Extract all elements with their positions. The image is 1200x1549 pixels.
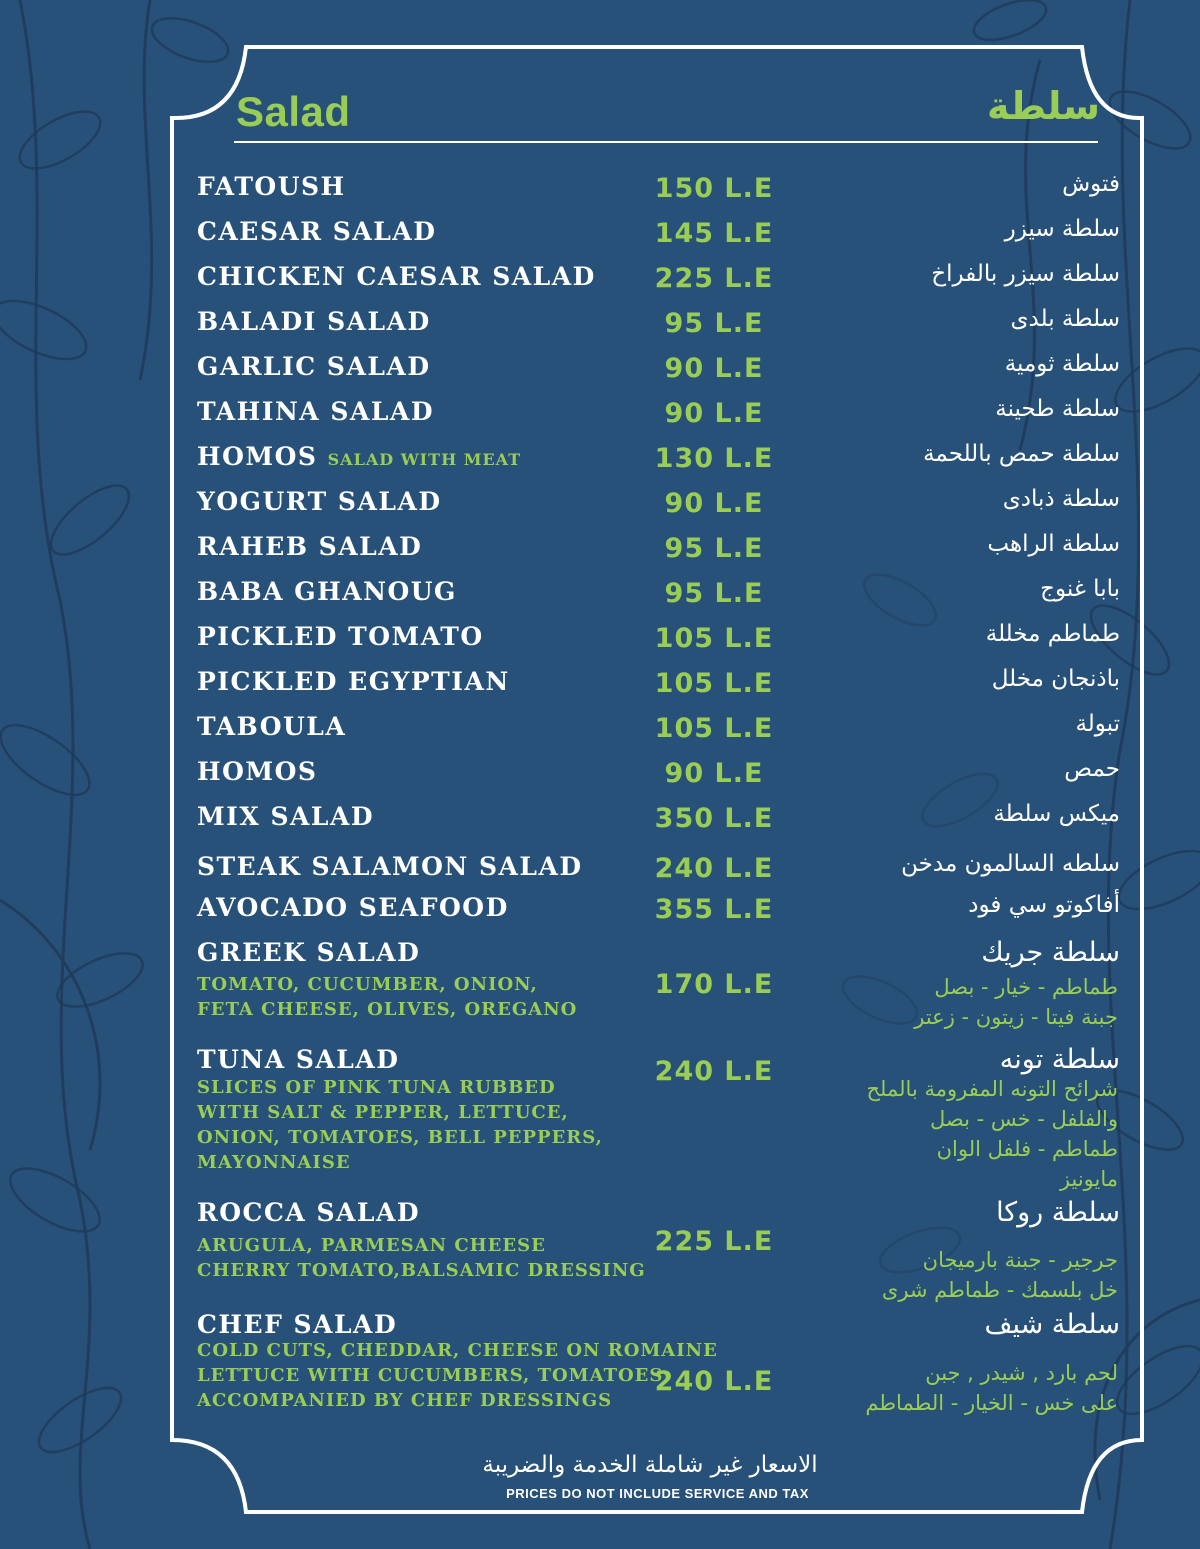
item-name-ar: سلطة تونه (999, 1044, 1120, 1075)
item-name-ar: سلطة جريك (981, 937, 1120, 968)
item-name-ar: سلطة سيزر بالفراخ (931, 261, 1120, 287)
description-line-en: LETTUCE WITH CUCUMBERS, TOMATOES (197, 1365, 664, 1386)
item-price: 90 L.E (664, 488, 764, 519)
item-price: 90 L.E (664, 398, 764, 429)
item-name-en: PICKLED TOMATO (197, 622, 484, 651)
item-name-en: CHEF SALAD (197, 1310, 398, 1339)
item-price: 240 L.E (654, 853, 774, 884)
item-price: 105 L.E (654, 713, 774, 744)
description-line-ar: طماطم - فلفل الوان (936, 1137, 1118, 1161)
item-name-ar: سلطة ثومية (1004, 351, 1120, 377)
item-name-en: PICKLED EGYPTIAN (197, 667, 510, 696)
description-line-ar: جرجير - جبنة بارميجان (922, 1248, 1118, 1272)
footer-note-en: PRICES DO NOT INCLUDE SERVICE AND TAX (506, 1486, 809, 1501)
page-title-ar: سلطة (987, 84, 1100, 128)
item-name-en: HOMOS SALAD WITH MEAT (197, 442, 522, 471)
description-line-en: WITH SALT & PEPPER, LETTUCE, (197, 1102, 569, 1123)
item-name-ar: بابا غنوج (1040, 576, 1120, 602)
item-name-en: TUNA SALAD (197, 1045, 400, 1074)
description-line-ar: مايونيز (1059, 1167, 1118, 1191)
description-line-ar: خل بلسمك - طماطم شرى (881, 1278, 1118, 1302)
item-price: 225 L.E (654, 263, 774, 294)
item-name-ar: فتوش (1062, 171, 1120, 197)
footer-note-ar: الاسعار غير شاملة الخدمة والضريبة (482, 1452, 818, 1478)
item-name-ar: ميكس سلطة (993, 801, 1120, 827)
description-line-en: CHERRY TOMATO,BALSAMIC DRESSING (197, 1260, 646, 1281)
item-price: 105 L.E (654, 623, 774, 654)
item-description-ar (867, 1074, 1119, 1194)
item-name-en: YOGURT SALAD (197, 487, 442, 516)
item-name-ar: سلطة سيزر (1004, 216, 1120, 242)
item-price: 130 L.E (654, 443, 774, 474)
item-description-en (197, 1075, 603, 1175)
item-description-en (197, 1338, 718, 1413)
item-name-ar: سلطة روكا (996, 1197, 1120, 1228)
item-price: 95 L.E (664, 533, 764, 564)
item-description-ar (914, 972, 1118, 1032)
item-price: 145 L.E (654, 218, 774, 249)
item-price: 240 L.E (654, 1366, 774, 1397)
item-name-en: STEAK SALAMON SALAD (197, 852, 583, 881)
title-divider (234, 141, 1098, 143)
item-name-ar: سلطة بلدى (1010, 306, 1120, 332)
item-name-en: CHICKEN CAESAR SALAD (197, 262, 596, 291)
item-price: 150 L.E (654, 173, 774, 204)
item-price: 90 L.E (664, 758, 764, 789)
item-name-ar: سلطة ذبادى (1002, 486, 1120, 512)
item-name-en: GARLIC SALAD (197, 352, 431, 381)
description-line-en: COLD CUTS, CHEDDAR, CHEESE ON ROMAINE (197, 1340, 718, 1361)
item-price: 240 L.E (654, 1056, 774, 1087)
item-name-en-sub: SALAD WITH MEAT (327, 450, 522, 469)
item-price: 105 L.E (654, 668, 774, 699)
description-line-en: ARUGULA, PARMESAN CHEESE (197, 1235, 546, 1256)
item-name-en: BABA GHANOUG (197, 577, 457, 606)
description-line-ar: شرائح التونه المفرومة بالملح (866, 1077, 1118, 1101)
item-name-ar: أفاكوتو سي فود (968, 892, 1120, 918)
item-name-ar: حمص (1064, 756, 1120, 782)
item-name-ar: طماطم مخللة (985, 621, 1120, 647)
item-description-en (197, 1233, 646, 1283)
item-price: 95 L.E (664, 308, 764, 339)
description-line-en: ACCOMPANIED BY CHEF DRESSINGS (197, 1390, 613, 1411)
item-name-ar: تبولة (1075, 711, 1120, 737)
description-line-ar: طماطم - خيار - بصل (934, 975, 1118, 999)
item-name-en: RAHEB SALAD (197, 532, 423, 561)
item-price: 350 L.E (654, 803, 774, 834)
item-name-en: HOMOS (197, 757, 318, 786)
item-name-en: TAHINA SALAD (197, 397, 435, 426)
item-name-en: ROCCA SALAD (197, 1198, 421, 1227)
item-price: 90 L.E (664, 353, 764, 384)
description-line-ar: لحم بارد , شيدر , جبن (925, 1361, 1118, 1385)
item-name-ar: سلطة شيف (984, 1309, 1120, 1340)
description-line-en: MAYONNAISE (197, 1152, 351, 1173)
item-name-ar: باذنجان مخلل (991, 666, 1120, 692)
item-name-en: BALADI SALAD (197, 307, 431, 336)
item-name-en: MIX SALAD (197, 802, 375, 831)
item-price: 225 L.E (654, 1226, 774, 1257)
item-description-ar (865, 1358, 1118, 1418)
item-name-ar: سلطة حمص باللحمة (923, 441, 1120, 467)
item-price: 95 L.E (664, 578, 764, 609)
item-name-en: TABOULA (197, 712, 347, 741)
item-name-en: FATOUSH (197, 172, 346, 201)
item-name-en: GREEK SALAD (197, 938, 421, 967)
description-line-ar: على خس - الخيار - الطماطم (865, 1391, 1118, 1415)
description-line-ar: والفلفل - خس - بصل (929, 1107, 1118, 1131)
description-line-ar: جبنة فيتا - زيتون - زعتر (914, 1005, 1118, 1029)
item-description-ar (882, 1245, 1118, 1305)
item-name-ar: سلطه السالمون مدخن (901, 851, 1120, 877)
item-price: 170 L.E (654, 969, 774, 1000)
description-line-en: SLICES OF PINK TUNA RUBBED (197, 1077, 556, 1098)
page-title-en: Salad (236, 88, 351, 135)
item-name-en: AVOCADO SEAFOOD (197, 893, 509, 922)
item-description-en (197, 972, 577, 1022)
description-line-en: TOMATO, CUCUMBER, ONION, (197, 974, 538, 995)
item-name-ar: سلطة الراهب (987, 531, 1120, 557)
item-name-en: CAESAR SALAD (197, 217, 437, 246)
item-name-ar: سلطة طحينة (995, 396, 1120, 422)
description-line-en: FETA CHEESE, OLIVES, OREGANO (197, 999, 578, 1020)
item-price: 355 L.E (654, 894, 774, 925)
description-line-en: ONION, TOMATOES, BELL PEPPERS, (197, 1127, 603, 1148)
